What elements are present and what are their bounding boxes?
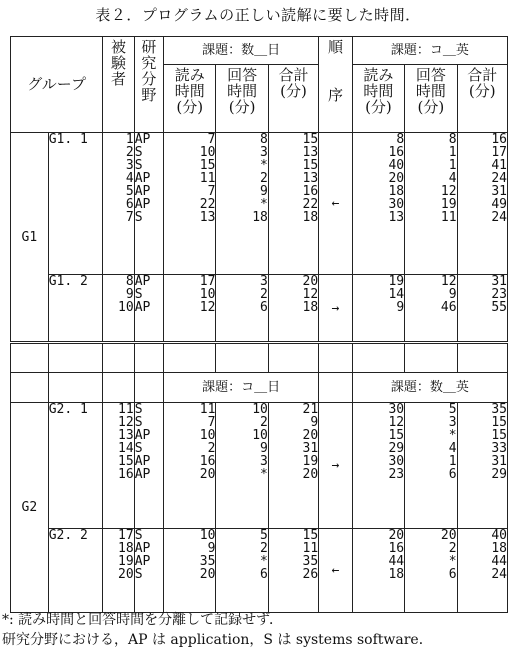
header-task2: 課題：コ＿英 (352, 37, 507, 65)
subgroup-label-g2-2: G2. 2 (48, 529, 103, 613)
header-field-text: 研 究 分 野 (141, 38, 157, 104)
t2-read-g2-2: 20 16 44 18 (352, 529, 404, 613)
t2-total-g2-2: 40 18 44 24 (457, 529, 507, 613)
t2-answer-g1-2: 12 9 46 (405, 275, 457, 343)
note-asterisk: *: 読み時間と回答時間を分離して記録せず． (2, 612, 284, 628)
t2-answer-g2-1: 5 3 * 4 1 6 (405, 403, 457, 529)
subgroup-label-g1-2: G1. 2 (48, 275, 103, 343)
subjects-g1-2: 8 9 10 (103, 275, 134, 343)
group-label-g2: G2 (11, 403, 49, 613)
t1-read-g2-2: 10 9 35 20 (164, 529, 216, 613)
header-row-1 (11, 37, 508, 65)
t2-answer-g1-1: 8 1 1 4 12 19 11 (405, 133, 457, 275)
header-order-text: 順 序 (327, 38, 343, 104)
header-t1-answer (216, 65, 268, 133)
t2-read-g1-2: 19 14 9 (352, 275, 404, 343)
g2-task2: 課題：数＿英 (352, 373, 507, 403)
header-group: グループ (11, 37, 103, 133)
table-notes (2, 610, 433, 650)
table-row-g1-2 (11, 275, 508, 343)
table-row-g1-1 (11, 133, 508, 275)
header-t1-read-text: 読み 時間 (分) (174, 66, 205, 116)
table-row-g2-2 (11, 529, 508, 613)
header-t1-total (268, 65, 318, 133)
t1-answer-g1-2: 3 2 6 (216, 275, 268, 343)
t1-answer-g2-1: 10 2 10 9 3 * (216, 403, 268, 529)
t1-read-g1-1: 7 10 15 11 7 22 13 (164, 133, 216, 275)
subjects-g1-1: 1 2 3 4 5 6 7 (103, 133, 134, 275)
t1-total-g1-2: 20 12 18 (268, 275, 318, 343)
header-t1-total-text: 合計 (分) (278, 66, 309, 100)
t1-answer-g1-1: 8 3 * 2 9 * 18 (216, 133, 268, 275)
header-t1-read (164, 65, 216, 133)
order-arrow-g2-1: → (319, 403, 353, 529)
header-t1-answer-text: 回答 時間 (分) (227, 66, 258, 116)
t1-read-g1-2: 17 10 12 (164, 275, 216, 343)
g2-task-row (11, 373, 508, 403)
t1-total-g1-1: 15 13 15 13 16 22 18 (268, 133, 318, 275)
header-t2-total (457, 65, 507, 133)
header-order (319, 37, 353, 133)
header-task1: 課題：数＿日 (164, 37, 319, 65)
note-field-legend: 研究分野における，AP は application，S は systems software． (2, 632, 433, 648)
t1-read-g2-1: 11 7 10 2 16 20 (164, 403, 216, 529)
subjects-g2-1: 11 12 13 14 15 16 (103, 403, 134, 529)
group-label-g1: G1 (11, 133, 49, 343)
header-t2-total-text: 合計 (分) (467, 66, 498, 100)
header-t2-read (352, 65, 404, 133)
separator-row (11, 343, 508, 373)
header-t2-answer (405, 65, 457, 133)
t2-total-g2-1: 35 15 15 33 31 29 (457, 403, 507, 529)
table-caption: 表２．プログラムの正しい読解に要した時間． (95, 6, 421, 24)
reading-time-table (10, 36, 508, 613)
t2-answer-g2-2: 20 2 * 6 (405, 529, 457, 613)
header-t2-read-text: 読み 時間 (分) (363, 66, 394, 116)
t2-total-g1-1: 16 17 41 24 31 49 24 (457, 133, 507, 275)
subgroup-label-g1-1: G1. 1 (48, 133, 103, 275)
t1-total-g2-2: 15 11 35 26 (268, 529, 318, 613)
t2-total-g1-2: 31 23 55 (457, 275, 507, 343)
fields-g2-2: S AP AP S (134, 529, 163, 613)
subjects-g2-2: 17 18 19 20 (103, 529, 134, 613)
header-subject (103, 37, 134, 133)
t2-read-g1-1: 8 16 40 20 18 30 13 (352, 133, 404, 275)
header-t2-answer-text: 回答 時間 (分) (415, 66, 446, 116)
t2-read-g2-1: 30 12 15 29 30 23 (352, 403, 404, 529)
header-field (134, 37, 163, 133)
t1-total-g2-1: 21 9 20 31 19 20 (268, 403, 318, 529)
t1-answer-g2-2: 5 2 * 6 (216, 529, 268, 613)
order-arrow-g1-2: → (319, 275, 353, 343)
g2-task1: 課題：コ＿日 (164, 373, 319, 403)
order-arrow-g1-1: ← (319, 133, 353, 275)
fields-g1-1: AP S S AP AP AP S (134, 133, 163, 275)
fields-g2-1: S S AP S AP AP (134, 403, 163, 529)
table-row-g2-1 (11, 403, 508, 529)
order-arrow-g2-2: ← (319, 529, 353, 613)
subgroup-label-g2-1: G2. 1 (48, 403, 103, 529)
fields-g1-2: AP S AP (134, 275, 163, 343)
header-subject-text: 被 験 者 (110, 38, 126, 88)
